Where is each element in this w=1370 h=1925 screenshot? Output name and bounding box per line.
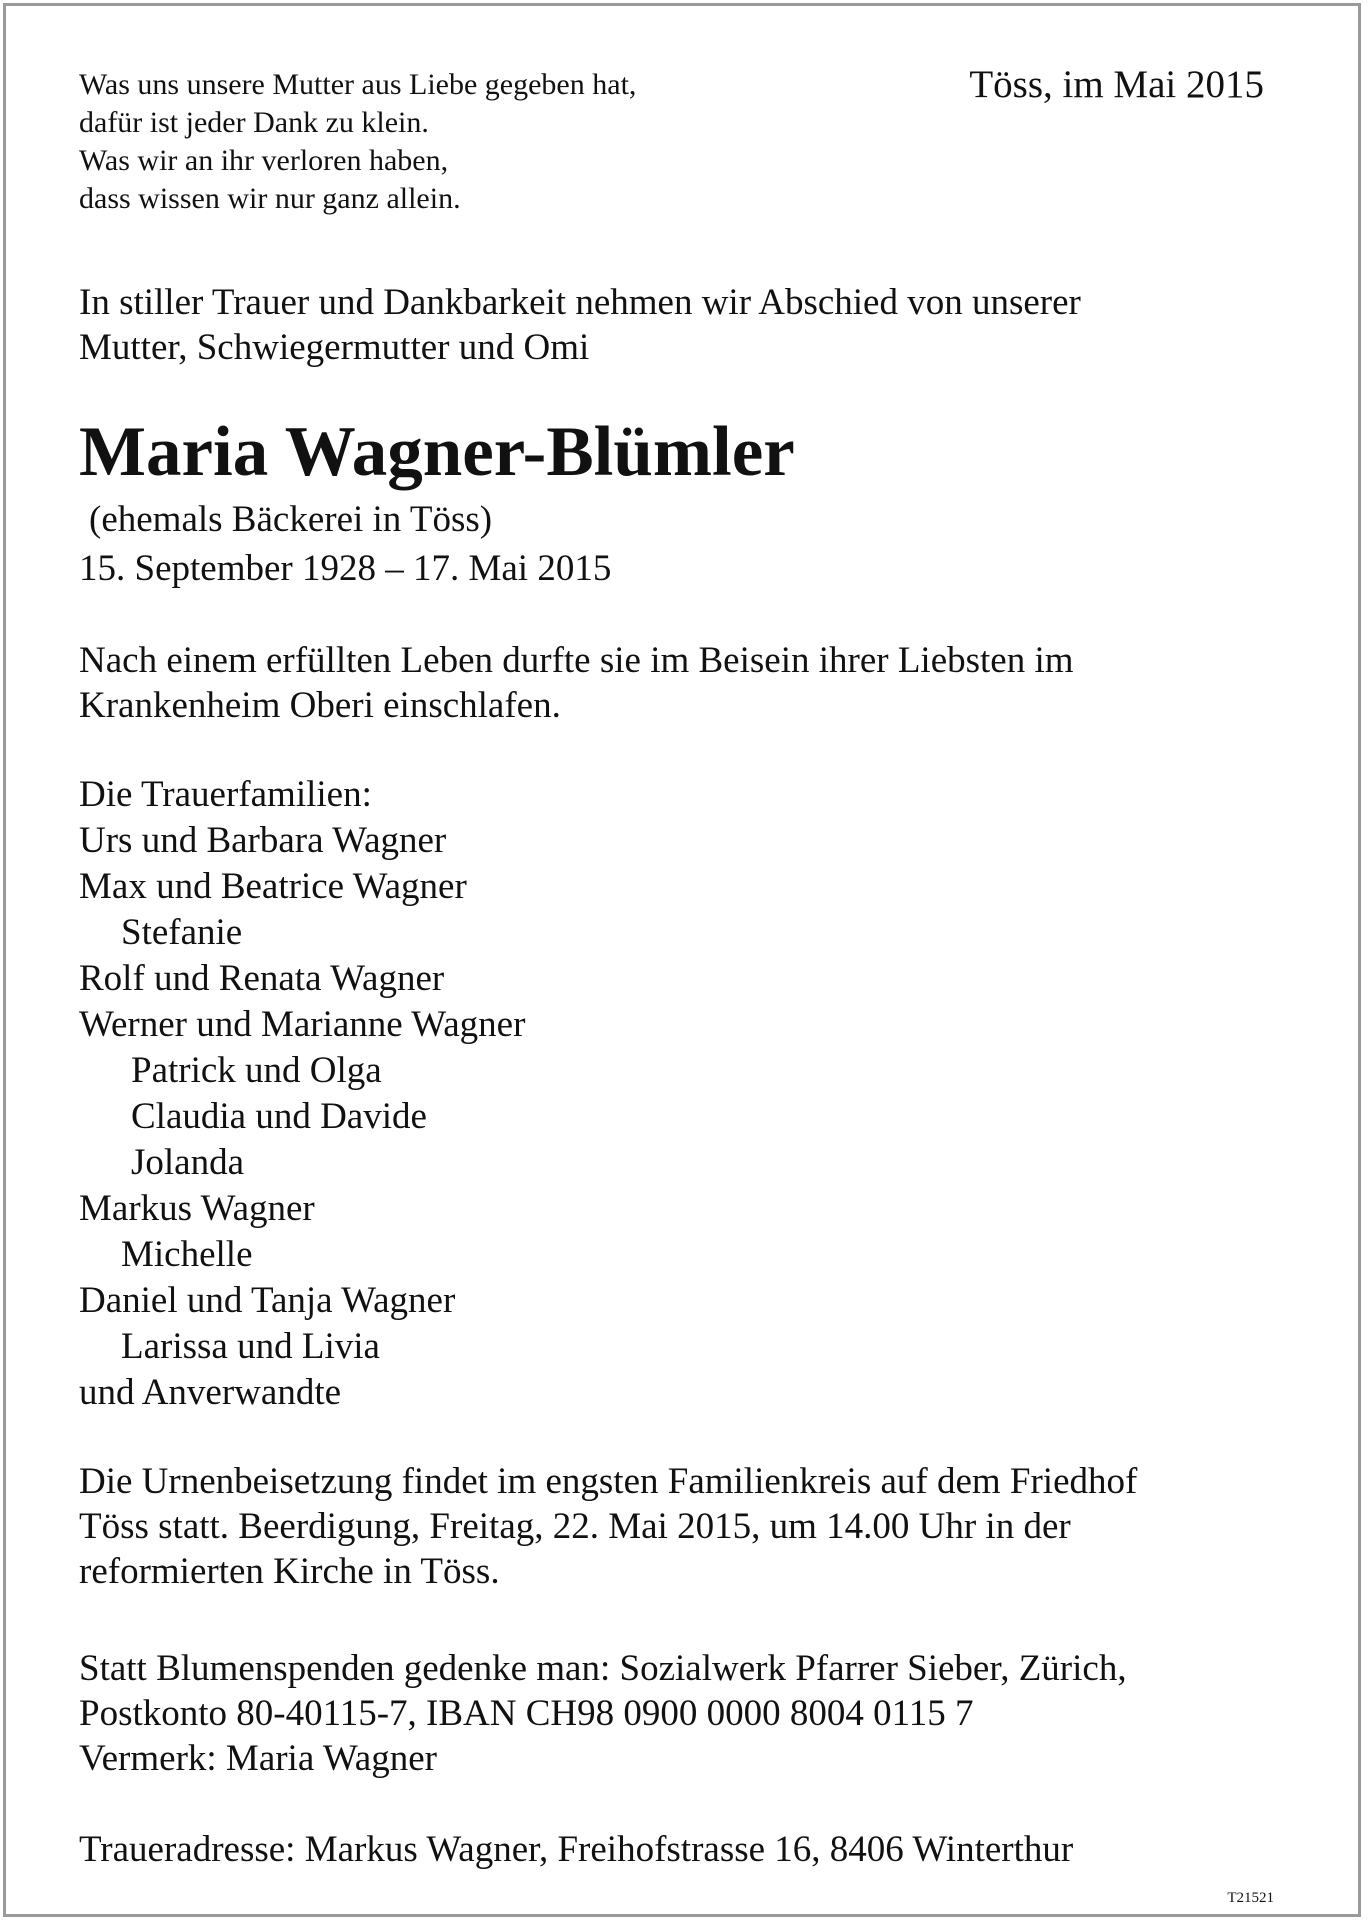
donation-line: Vermerk: Maria Wagner: [79, 1738, 437, 1779]
deceased-name: Maria Wagner-Blümler: [79, 413, 795, 491]
burial-line: Töss statt. Beerdigung, Freitag, 22. Mai 2015, um 14.00 Uhr in der: [79, 1506, 1071, 1547]
families-heading: Die Trauerfamilien:: [79, 774, 372, 815]
obituary-frame: [3, 3, 1361, 1917]
family-entry: Patrick und Olga: [131, 1050, 382, 1091]
burial-info: [79, 1459, 1137, 1594]
family-entry: Jolanda: [131, 1142, 245, 1183]
family-entry: Claudia und Davide: [131, 1096, 427, 1137]
mourning-families: [79, 772, 525, 1416]
mourning-address: Traueradresse: Markus Wagner, Freihofstrasse 16, 8406 Winterthur: [79, 1829, 1074, 1870]
place-date: Töss, im Mai 2015: [969, 63, 1264, 106]
poem-line: Was wir an ihr verloren haben,: [79, 144, 449, 177]
family-entry: Michelle: [121, 1234, 253, 1275]
family-entry: und Anverwandte: [79, 1372, 342, 1413]
donation-info: [79, 1646, 1127, 1781]
donation-line: Postkonto 80-40115-7, IBAN CH98 0900 0000 8004 0115 7: [79, 1693, 974, 1734]
burial-line: reformierten Kirche in Töss.: [79, 1551, 500, 1592]
family-entry: Larissa und Livia: [121, 1326, 380, 1367]
former-occupation: [79, 497, 492, 542]
passing-note-line: Nach einem erfüllten Leben durfte sie im Beisein ihrer Liebsten im: [79, 640, 1074, 681]
lifespan-dates: 15. September 1928 – 17. Mai 2015: [79, 548, 612, 589]
former-occupation-text: (ehemals Bäckerei in Töss): [89, 499, 493, 540]
family-entry: Stefanie: [121, 912, 243, 953]
family-entry: Markus Wagner: [79, 1188, 315, 1229]
intro-line: In stiller Trauer und Dankbarkeit nehmen wir Abschied von unserer: [79, 282, 1081, 323]
family-entry: Werner und Marianne Wagner: [79, 1004, 526, 1045]
family-entry: Rolf und Renata Wagner: [79, 958, 445, 999]
family-entry: Max und Beatrice Wagner: [79, 866, 467, 907]
memorial-poem: [79, 66, 636, 218]
intro-text: [79, 280, 1081, 370]
intro-line: Mutter, Schwiegermutter und Omi: [79, 327, 590, 368]
donation-line: Statt Blumenspenden gedenke man: Sozialwerk Pfarrer Sieber, Zürich,: [79, 1648, 1127, 1689]
ad-code: T21521: [1227, 1890, 1274, 1906]
family-entry: Daniel und Tanja Wagner: [79, 1280, 456, 1321]
passing-note: [79, 638, 1074, 728]
family-entry: Urs und Barbara Wagner: [79, 820, 447, 861]
poem-line: dafür ist jeder Dank zu klein.: [79, 106, 429, 139]
passing-note-line: Krankenheim Oberi einschlafen.: [79, 685, 561, 726]
poem-line: Was uns unsere Mutter aus Liebe gegeben hat,: [79, 68, 637, 101]
burial-line: Die Urnenbeisetzung findet im engsten Familienkreis auf dem Friedhof: [79, 1461, 1138, 1502]
poem-line: dass wissen wir nur ganz allein.: [79, 182, 461, 215]
